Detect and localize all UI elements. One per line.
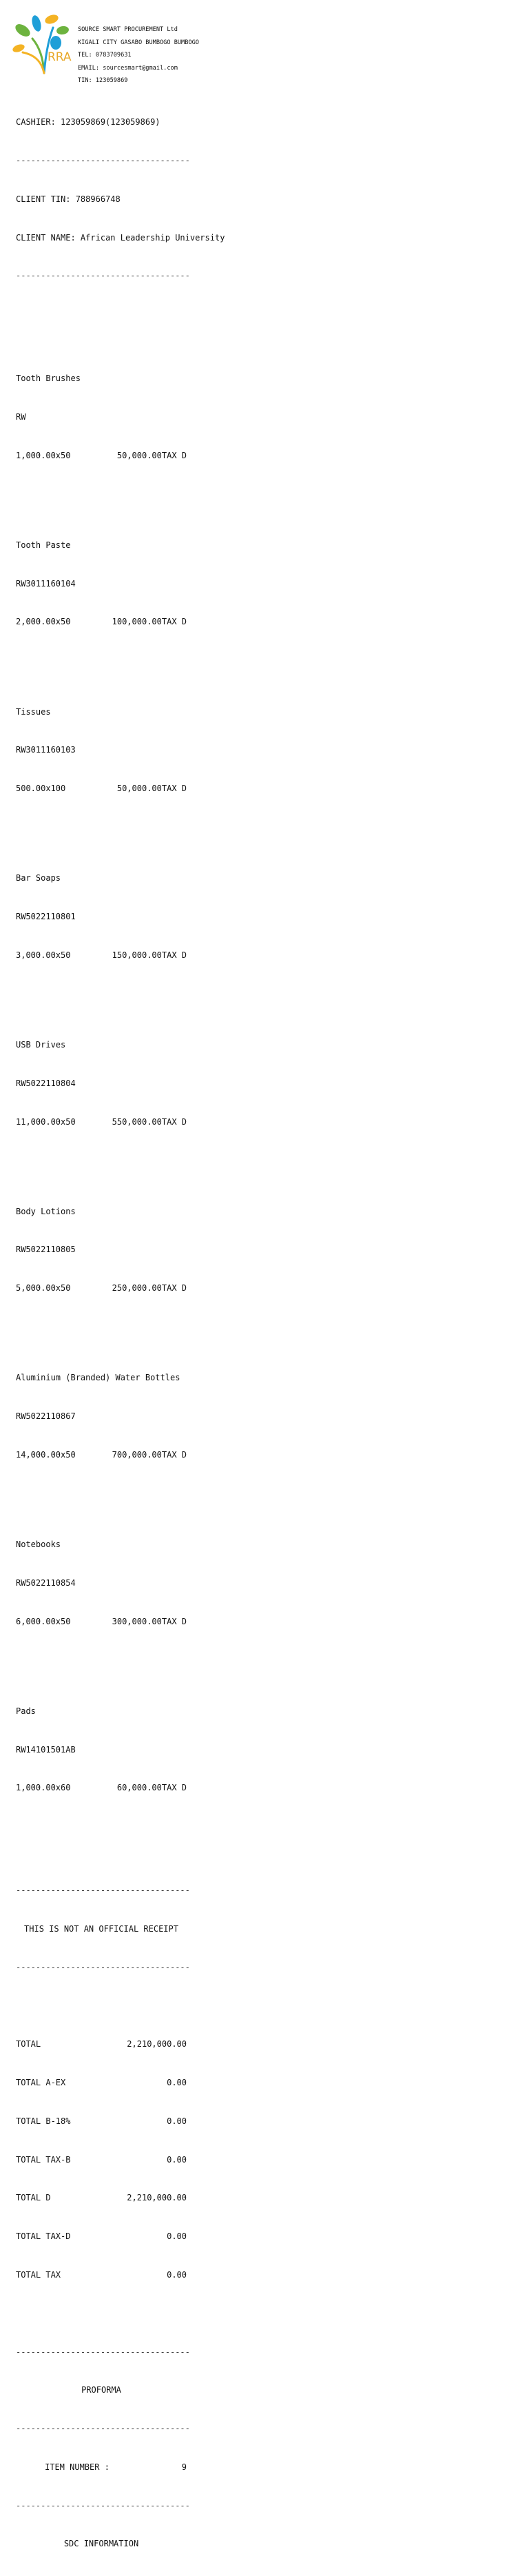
sdc-information-heading: SDC INFORMATION <box>63 2539 139 2549</box>
item-amount: 100,000.00TAX D <box>112 617 187 627</box>
svg-text:RRA: RRA <box>48 50 72 64</box>
item-qty: 1,000.00x50 <box>16 450 71 460</box>
item-qty: 14,000.00x50 <box>16 1449 76 1460</box>
item-amount: 700,000.00TAX D <box>112 1449 187 1460</box>
separator: ----------------------------------- <box>16 1885 190 1896</box>
list-item <box>16 1179 225 1320</box>
total-value: 0.00 <box>167 2231 187 2242</box>
receipt-body <box>16 90 225 2576</box>
company-name: SOURCE SMART PROCUREMENT Ltd <box>78 26 178 33</box>
notice-text: THIS IS NOT AN OFFICIAL RECEIPT <box>24 1923 178 1934</box>
item-code: RW14101501AB <box>16 1744 76 1755</box>
item-name: Body Lotions <box>16 1206 76 1216</box>
total-label: TOTAL D <box>16 2193 51 2203</box>
total-value: 0.00 <box>167 2154 187 2165</box>
total-value: 0.00 <box>167 2078 187 2088</box>
cashier-line: CASHIER: 123059869(123059869) <box>16 117 160 127</box>
item-code: RW5022110804 <box>16 1078 76 1088</box>
item-name: Tooth Brushes <box>16 374 81 384</box>
total-label: TOTAL <box>16 2039 41 2049</box>
list-item <box>16 1679 225 1821</box>
separator: ----------------------------------- <box>16 2424 190 2434</box>
totals-section <box>16 2012 225 2307</box>
client-name: CLIENT NAME: African Leadership University <box>16 232 225 243</box>
item-name: Aluminium (Branded) Water Bottles <box>16 1373 180 1383</box>
total-row <box>16 2191 187 2205</box>
item-number-row <box>16 2461 187 2474</box>
item-name: Tissues <box>16 706 51 717</box>
rra-logo <box>13 12 75 80</box>
list-item <box>16 846 225 988</box>
item-qty: 500.00x100 <box>16 784 66 794</box>
proforma-label: PROFORMA <box>81 2385 121 2395</box>
item-code: RW5022110801 <box>16 912 76 921</box>
list-item <box>16 513 225 655</box>
total-row <box>16 2115 187 2128</box>
item-amount: 250,000.00TAX D <box>112 1283 187 1294</box>
item-code: RW3011160104 <box>16 578 76 589</box>
receipt-header <box>16 11 222 87</box>
item-code: RW5022110867 <box>16 1411 76 1422</box>
total-value: 2,210,000.00 <box>127 2039 187 2049</box>
total-label: TOTAL B-18% <box>16 2116 71 2126</box>
total-label: TOTAL TAX <box>16 2269 61 2280</box>
separator: ----------------------------------- <box>16 1962 190 1972</box>
item-name: USB Drives <box>16 1039 66 1050</box>
total-label: TOTAL TAX-B <box>16 2154 71 2165</box>
item-amount: 150,000.00TAX D <box>112 950 187 960</box>
total-row <box>16 2269 187 2282</box>
total-row <box>16 2230 187 2243</box>
total-value: 0.00 <box>167 2116 187 2126</box>
item-list <box>16 321 225 1846</box>
list-item <box>16 679 225 821</box>
item-qty: 2,000.00x50 <box>16 617 71 627</box>
item-number-label: ITEM NUMBER : <box>45 2462 110 2472</box>
list-item <box>16 1346 225 1487</box>
list-item <box>16 347 225 488</box>
item-qty: 6,000.00x50 <box>16 1616 71 1626</box>
total-value: 0.00 <box>167 2269 187 2280</box>
item-name: Notebooks <box>16 1540 61 1550</box>
total-row <box>16 2076 187 2089</box>
item-code: RW5022110805 <box>16 1245 76 1255</box>
item-amount: 50,000.00TAX D <box>116 784 187 794</box>
list-item <box>16 1513 225 1654</box>
company-address: KIGALI CITY GASABO BUMBOGO BUMBOGO <box>78 39 199 46</box>
item-name: Pads <box>16 1706 36 1716</box>
item-name: Bar Soaps <box>16 873 61 883</box>
item-name: Tooth Paste <box>16 540 71 550</box>
client-tin: CLIENT TIN: 788966748 <box>16 194 121 204</box>
item-code: RW3011160103 <box>16 745 76 755</box>
total-value: 2,210,000.00 <box>127 2193 187 2203</box>
item-amount: 550,000.00TAX D <box>112 1116 187 1127</box>
item-qty: 3,000.00x50 <box>16 950 71 960</box>
item-amount: 300,000.00TAX D <box>112 1616 187 1626</box>
company-info <box>78 23 199 88</box>
list-item <box>16 1013 225 1154</box>
total-label: TOTAL A-EX <box>16 2078 66 2088</box>
separator: ----------------------------------- <box>16 2500 190 2511</box>
item-code: RW5022110854 <box>16 1577 76 1588</box>
item-qty: 5,000.00x50 <box>16 1283 71 1294</box>
separator: ----------------------------------- <box>16 271 190 281</box>
company-tin: TIN: 123059869 <box>78 77 128 85</box>
company-tel: TEL: 0783709631 <box>78 52 132 59</box>
item-qty: 11,000.00x50 <box>16 1116 76 1127</box>
item-number-value: 9 <box>181 2462 187 2472</box>
total-label: TOTAL TAX-D <box>16 2231 71 2242</box>
separator: ----------------------------------- <box>16 155 190 165</box>
total-row <box>16 2038 187 2051</box>
item-amount: 50,000.00TAX D <box>116 450 187 460</box>
separator: ----------------------------------- <box>16 2347 190 2357</box>
item-qty: 1,000.00x60 <box>16 1783 71 1793</box>
total-row <box>16 2154 187 2167</box>
item-code: RW <box>16 411 26 422</box>
item-amount: 60,000.00TAX D <box>116 1783 187 1793</box>
company-email: EMAIL: sourcesmart@gmail.com <box>78 64 178 72</box>
